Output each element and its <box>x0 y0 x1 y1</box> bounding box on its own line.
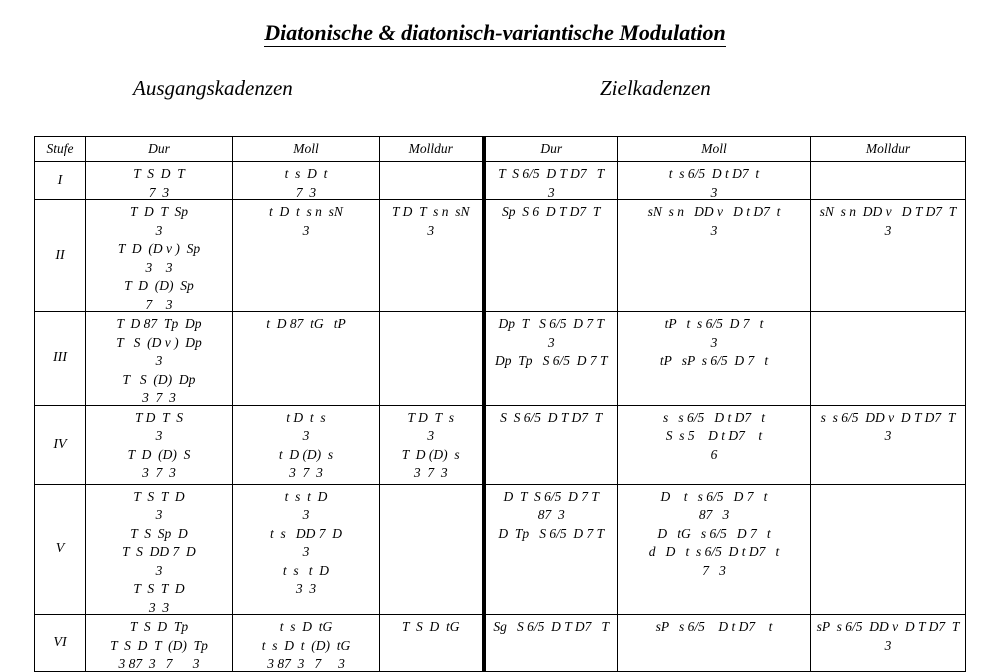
cadence-cell <box>811 615 966 672</box>
cadence-cell <box>86 162 233 200</box>
cadence-line: T S DD 7 D <box>122 544 196 559</box>
cadence-line: 3 87 3 7 3 <box>118 656 200 671</box>
cadence-cell <box>618 312 811 406</box>
cadence-line: T S (D v ) Dp <box>116 334 202 350</box>
header-molldur-ziel: Molldur <box>811 137 966 162</box>
cadence-cell <box>484 405 618 484</box>
cadence-line: t s D tG <box>279 619 333 634</box>
cadence-line: T S T D <box>133 581 185 596</box>
stufe-cell: IV <box>35 405 86 484</box>
cadence-line: Sp S 6 D T D7 T <box>502 204 601 219</box>
cadence-line: T D (D) S <box>127 446 191 462</box>
header-row <box>35 137 966 162</box>
stufe-cell: III <box>35 312 86 406</box>
cadence-line: 3 7 3 <box>413 465 448 480</box>
cadence-line: 3 <box>884 222 892 238</box>
cadence-line: 87 3 <box>537 507 565 522</box>
cadence-line: 3 7 3 <box>142 465 176 480</box>
cadence-line: 3 7 3 <box>142 390 176 405</box>
cadence-line: 3 87 3 7 3 <box>267 656 345 671</box>
cadence-line: 3 7 3 <box>289 465 323 480</box>
cadence-line: t D t s n sN <box>269 204 343 219</box>
cadence-cell <box>484 484 618 615</box>
cadence-line: 3 <box>155 353 163 368</box>
cadence-cell <box>380 200 484 312</box>
cadence-line: tP sP s 6/5 D 7 t <box>659 353 769 368</box>
cadence-line: 3 <box>302 544 310 559</box>
cadence-cell <box>618 615 811 672</box>
cadence-cell <box>86 405 233 484</box>
cadence-cell <box>618 162 811 200</box>
cadence-line: 3 <box>155 507 163 522</box>
cadence-line: 7 3 <box>295 184 317 200</box>
cadence-cell <box>86 484 233 615</box>
cadence-cell <box>233 200 380 312</box>
header-stufe: Stufe <box>35 137 86 162</box>
cadence-line: S s 5 D t D7 t <box>665 428 763 443</box>
modulation-table <box>34 136 966 672</box>
cadence-line: 3 <box>710 184 718 200</box>
section-heading-ausgangskadenzen: Ausgangskadenzen <box>133 76 293 100</box>
cadence-line: t s t D <box>282 562 330 578</box>
cadence-line: s s 6/5 DD v D T D7 T <box>820 409 956 425</box>
cadence-line: t s t D <box>284 488 328 504</box>
cadence-line: 3 <box>155 562 163 578</box>
cadence-line: 3 <box>710 222 718 238</box>
cadence-line: T S D tG <box>401 619 460 634</box>
table-row <box>35 312 966 406</box>
cadence-line: sN s n DD v D T D7 T <box>819 204 957 219</box>
cadence-line: 3 3 <box>145 259 173 275</box>
cadence-cell <box>811 162 966 200</box>
cadence-line: T D (D) Sp <box>124 278 194 293</box>
cadence-line: T S 6/5 D T D7 T <box>498 166 605 181</box>
cadence-line: Dp Tp S 6/5 D 7 T <box>494 353 608 368</box>
cadence-line: D T S 6/5 D 7 T <box>503 488 599 504</box>
cadence-line: Sg S 6/5 D T D7 T <box>493 619 610 634</box>
cadence-line: T S Sp D <box>130 525 188 541</box>
cadence-line: 3 <box>302 222 310 238</box>
cadence-line: 3 <box>547 334 555 350</box>
cadence-line: Dp T S 6/5 D 7 T <box>498 316 605 331</box>
stufe-cell: VI <box>35 615 86 672</box>
cadence-line: 87 3 <box>698 507 730 522</box>
cadence-line: D Tp S 6/5 D 7 T <box>498 525 605 541</box>
cadence-line: T S T D <box>133 488 185 504</box>
cadence-cell <box>233 484 380 615</box>
cadence-cell <box>484 312 618 406</box>
cadence-cell <box>484 162 618 200</box>
cadence-line: 3 <box>884 428 892 443</box>
cadence-line: sN s n DD v D t D7 t <box>647 204 781 219</box>
table-row <box>35 615 966 672</box>
cadence-line: 3 <box>710 334 718 350</box>
cadence-line: T D T Sp <box>129 204 189 219</box>
cadence-line: t D (D) s <box>278 446 334 462</box>
table-row <box>35 484 966 615</box>
cadence-line: 3 <box>302 507 310 522</box>
header-dur-ziel: Dur <box>484 137 618 162</box>
cadence-line: t s DD 7 D <box>269 525 342 541</box>
cadence-line: 3 3 <box>148 599 170 615</box>
cadence-line: t s D t <box>284 166 328 181</box>
cadence-cell <box>233 405 380 484</box>
cadence-line: D t s 6/5 D 7 t <box>660 488 768 504</box>
table-row <box>35 405 966 484</box>
section-heading-zielkadenzen: Zielkadenzen <box>600 76 711 100</box>
cadence-cell <box>618 405 811 484</box>
cadence-cell <box>380 312 484 406</box>
cadence-line: T D (D) s <box>401 446 460 462</box>
cadence-line: 3 <box>155 428 163 443</box>
cadence-cell <box>811 484 966 615</box>
cadence-cell <box>811 200 966 312</box>
cadence-line: 3 <box>302 428 310 443</box>
cadence-line: sP s 6/5 D t D7 t <box>655 619 773 634</box>
cadence-cell <box>233 162 380 200</box>
cadence-cell <box>618 200 811 312</box>
cadence-cell <box>380 484 484 615</box>
cadence-line: 6 <box>710 446 718 462</box>
cadence-line: 3 3 <box>295 581 317 596</box>
cadence-line: 3 <box>547 184 555 200</box>
cadence-line: d D t s 6/5 D t D7 t <box>648 544 780 559</box>
header-moll-ziel: Moll <box>618 137 811 162</box>
cadence-line: T D 87 Tp Dp <box>116 316 202 331</box>
cadence-line: tP t s 6/5 D 7 t <box>664 316 764 331</box>
cadence-line: 3 <box>427 222 435 238</box>
cadence-cell <box>380 405 484 484</box>
cadence-line: T S D T <box>133 166 185 181</box>
cadence-line: 7 3 <box>148 184 170 200</box>
cadence-line: T D T s n sN <box>391 204 470 219</box>
cadence-cell <box>233 312 380 406</box>
cadence-line: 3 <box>155 222 163 238</box>
cadence-cell <box>380 615 484 672</box>
cadence-line: t s D t (D) tG <box>261 637 351 653</box>
page-title: Diatonische & diatonisch-variantische Modulation <box>264 20 726 45</box>
header-molldur-ausgang: Molldur <box>380 137 484 162</box>
header-dur-ausgang: Dur <box>86 137 233 162</box>
cadence-cell <box>233 615 380 672</box>
cadence-line: sP s 6/5 DD v D T D7 T <box>816 619 960 634</box>
header-moll-ausgang: Moll <box>233 137 380 162</box>
cadence-line: 7 3 <box>702 562 726 578</box>
cadence-cell <box>618 484 811 615</box>
cadence-line: D tG s 6/5 D 7 t <box>657 525 771 541</box>
cadence-cell <box>811 312 966 406</box>
cadence-line: 7 3 <box>145 296 173 312</box>
cadence-line: 3 <box>884 637 892 653</box>
cadence-line: t s 6/5 D t D7 t <box>668 166 760 181</box>
cadence-line: 3 <box>427 428 435 443</box>
cadence-cell <box>380 162 484 200</box>
cadence-line: t D 87 tG tP <box>266 316 346 331</box>
table-row <box>35 200 966 312</box>
cadence-cell <box>86 312 233 406</box>
cadence-cell <box>86 200 233 312</box>
cadence-line: T D T S <box>135 409 183 425</box>
cadence-line: T D T s <box>407 409 454 425</box>
cadence-line: T S (D) Dp <box>122 371 196 387</box>
cadence-line: s s 6/5 D t D7 t <box>662 409 765 425</box>
cadence-cell <box>484 200 618 312</box>
cadence-line: T S D Tp <box>129 619 189 634</box>
cadence-line: T D (D v ) Sp <box>117 241 201 256</box>
cadence-line: t D t s <box>286 409 326 425</box>
table-body <box>35 162 966 672</box>
stufe-cell: V <box>35 484 86 615</box>
table-row <box>35 162 966 200</box>
cadence-cell <box>484 615 618 672</box>
stufe-cell: I <box>35 162 86 200</box>
cadence-cell <box>86 615 233 672</box>
stufe-cell: II <box>35 200 86 312</box>
cadence-line: S S 6/5 D T D7 T <box>500 409 603 425</box>
cadence-line: T S D T (D) Tp <box>110 637 208 653</box>
cadence-cell <box>811 405 966 484</box>
